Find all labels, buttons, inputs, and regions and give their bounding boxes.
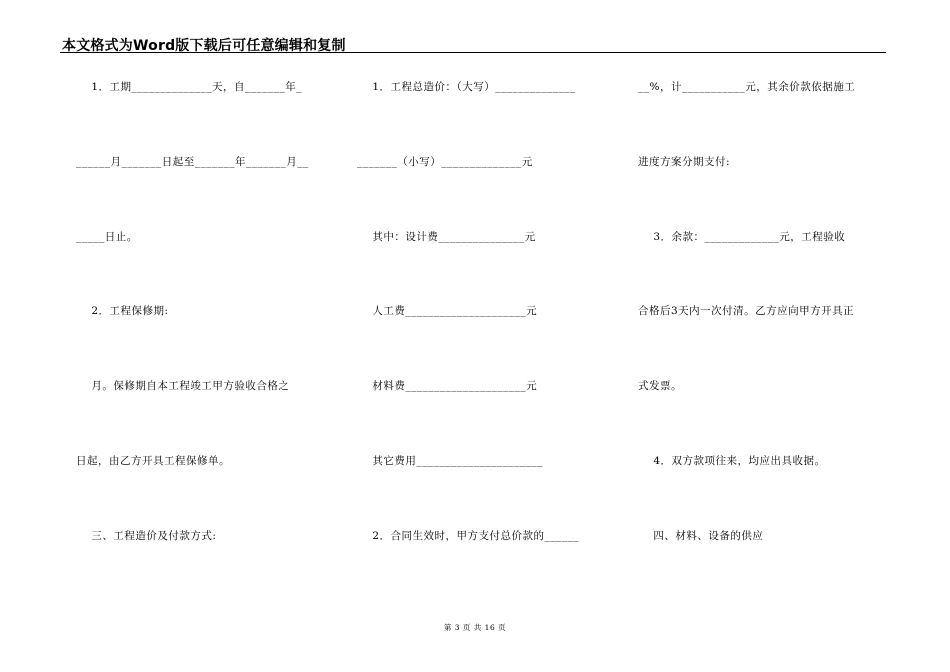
text-line: 月。保修期自本工程竣工甲方验收合格之 [76,380,290,392]
text-line: 日起，由乙方开具工程保修单。 [76,455,230,467]
text-line: 其中：设计费_______________元 [357,231,536,243]
text-line: 1．工期______________天，自_______年_ [76,81,303,93]
document-header-title: 本文格式为Word版下载后可任意编辑和复制 [62,38,346,54]
text-line: __%，计___________元，其余价款依据施工 [638,81,856,93]
text-line: 合格后3天内一次付清。乙方应向甲方开具正 [638,305,855,317]
text-line: 3．余款：_____________元，工程验收 [638,231,846,243]
text-line: 材料费_____________________元 [357,380,538,392]
section-heading: 四、材料、设备的供应 [638,530,764,542]
header-divider [60,52,886,53]
text-line: 2．合同生效时，甲方支付总价款的______ [357,530,580,542]
text-line: 其它费用______________________ [357,455,543,467]
section-heading: 三、工程造价及付款方式: [76,530,217,542]
text-line: 1．工程总造价：（大写）______________ [357,81,576,93]
text-line: _______（小写）______________元 [357,156,533,168]
text-line: 式发票。 [638,380,682,392]
text-line: 人工费_____________________元 [357,305,538,317]
text-line: ______月_______日起至_______年_______月__ [76,156,309,168]
text-line: 2．工程保修期: [76,305,169,317]
page-number: 第 3 页 共 16 页 [443,623,507,632]
text-line: 进度方案分期支付: [638,156,731,168]
text-line: 4．双方款项往来，均应出具收据。 [638,455,826,467]
text-line: _____日止。 [76,231,138,243]
